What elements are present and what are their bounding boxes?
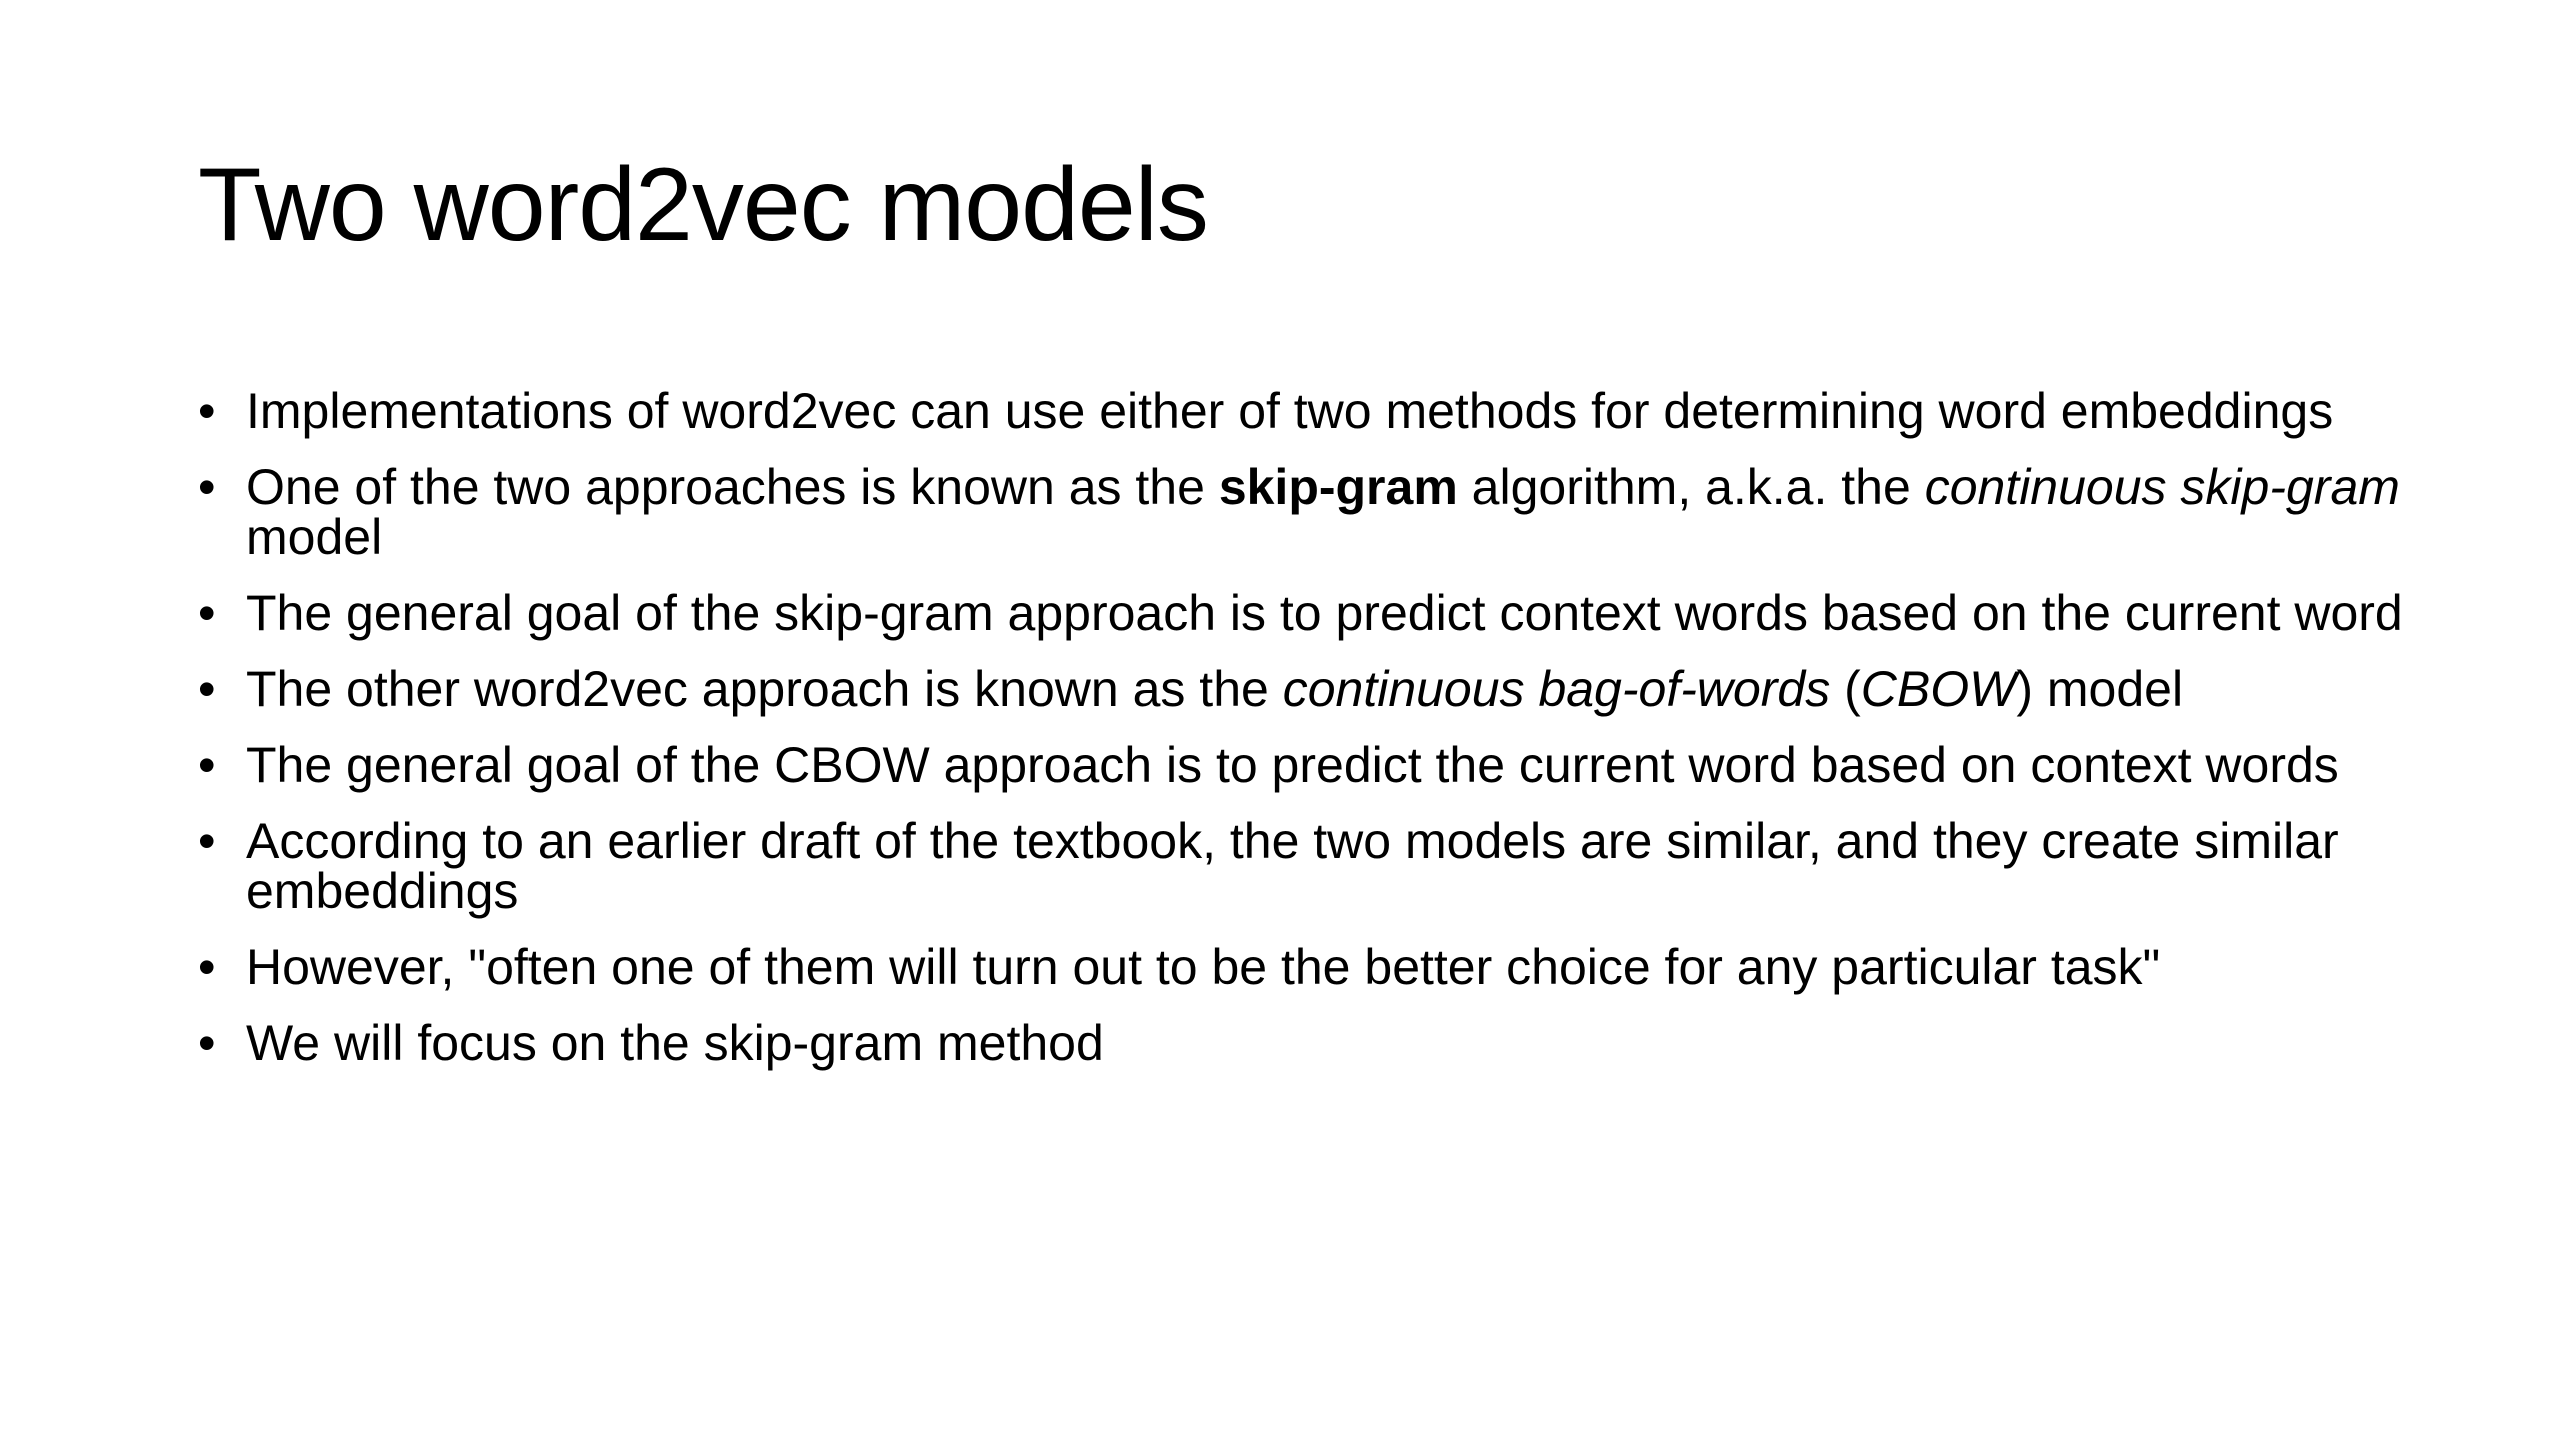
bullet-item bbox=[198, 939, 2418, 995]
bullet-item bbox=[198, 813, 2418, 919]
bullet-text: algorithm, a.k.a. the bbox=[1457, 459, 1925, 515]
bullet-text: ( bbox=[1830, 661, 1861, 717]
slide-title: Two word2vec models bbox=[198, 147, 1208, 263]
bullet-item bbox=[198, 661, 2418, 717]
bullet-text: The general goal of the skip-gram approach is to predict context words based on the current word bbox=[246, 585, 2403, 641]
bullet-item bbox=[198, 459, 2418, 565]
bullet-dot: • bbox=[198, 813, 216, 869]
bold-term-skip-gram: skip-gram bbox=[1218, 459, 1458, 515]
bullet-text: The other word2vec approach is known as the bbox=[246, 661, 1283, 717]
bullet-dot: • bbox=[198, 661, 216, 717]
bullet-text: We will focus on the skip-gram method bbox=[246, 1015, 1104, 1071]
italic-term-continuous-bag-of-words: continuous bag-of-words bbox=[1282, 661, 1831, 717]
bullet-text: Implementations of word2vec can use either of two methods for determining word embeddings bbox=[246, 383, 2334, 439]
bullet-dot: • bbox=[198, 459, 216, 515]
italic-term-cbow: CBOW bbox=[1860, 661, 2017, 717]
bullet-dot: • bbox=[198, 1015, 216, 1071]
bullet-text: According to an earlier draft of the textbook, the two models are similar, and they create similar embeddings bbox=[246, 813, 2339, 919]
bullet-dot: • bbox=[198, 585, 216, 641]
bullet-item bbox=[198, 585, 2418, 641]
bullet-text: One of the two approaches is known as the bbox=[246, 459, 1219, 515]
bullet-text: model bbox=[246, 509, 383, 565]
bullet-text: ) model bbox=[2016, 661, 2184, 717]
bullet-dot: • bbox=[198, 939, 216, 995]
bullet-text: However, "often one of them will turn out to be the better choice for any particular task" bbox=[246, 939, 2161, 995]
bullet-text: The general goal of the CBOW approach is to predict the current word based on context words bbox=[246, 737, 2339, 793]
bullet-item bbox=[198, 383, 2418, 439]
bullet-list bbox=[198, 383, 2418, 1094]
italic-term-continuous-skip-gram: continuous skip-gram bbox=[1924, 459, 2400, 515]
bullet-item bbox=[198, 737, 2418, 793]
bullet-item bbox=[198, 1015, 2418, 1071]
bullet-dot: • bbox=[198, 737, 216, 793]
bullet-dot: • bbox=[198, 383, 216, 439]
